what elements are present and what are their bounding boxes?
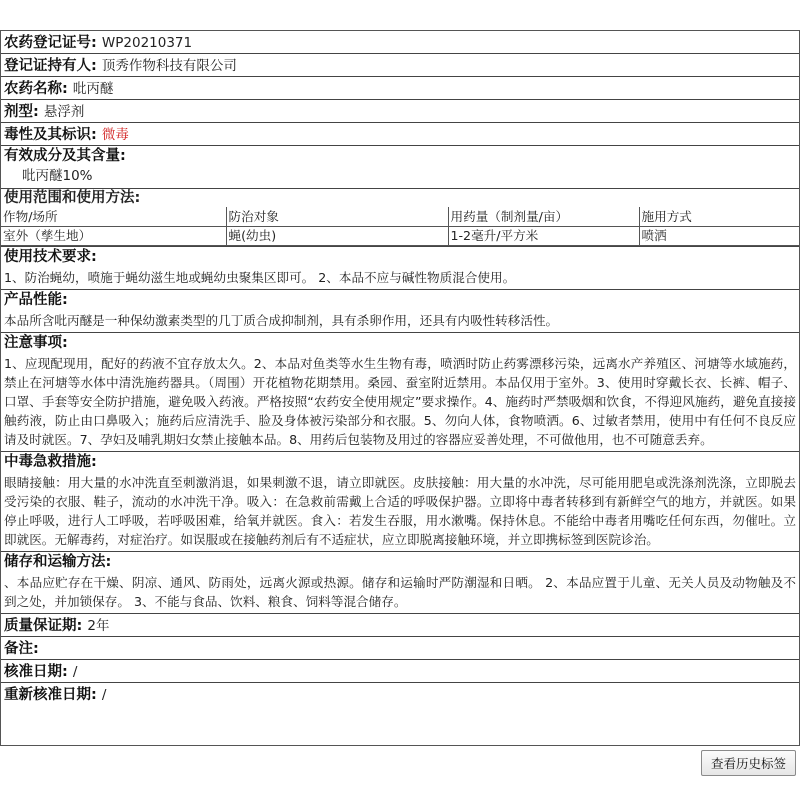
registration-label: 农药登记证号: [4,35,97,51]
shelf-life-value: 2年 [87,617,110,634]
ingredient-label: 有效成分及其含量: [4,148,126,164]
reapproval-date-label: 重新核准日期: [4,686,97,703]
pesticide-name-label: 农药名称: [4,81,68,97]
usage-cell-crop: 室外（孳生地） [1,226,226,245]
technical-text: 1、防治蝇幼，喷施于蝇幼滋生地或蝇幼虫聚集区即可。 2、本品不应与碱性物质混合使用。 [4,269,516,285]
pesticide-name-value: 吡丙醚 [72,81,114,97]
holder-row [1,54,799,77]
holder-value: 顶秀作物科技有限公司 [101,58,237,74]
formulation-value: 悬浮剂 [43,104,85,120]
ingredient-section [1,146,799,189]
ingredient-value: 吡丙醚10% [22,168,93,184]
performance-section [1,290,799,333]
usage-header-cell: 作物/场所 [1,207,226,226]
storage-text: 、本品应贮存在干燥、阴凉、通风、防雨处，远离火源或热源。储存和运输时严防潮湿和日晒。 2、本品应置于儿童、无关人员及动物触及不到之处，并加锁保存。 3、不能与食品、饮料、粮食、饲料等混合储存。 [4,574,796,609]
reapproval-date-row [1,683,799,706]
formulation-label: 剂型: [4,104,39,120]
usage-header-cell: 防治对象 [226,207,448,226]
reapproval-date-value: / [101,686,107,703]
toxicity-value: 微毒 [101,127,129,143]
storage-label: 储存和运输方法: [4,553,112,570]
usage-header-cell: 施用方式 [639,207,799,226]
remarks-label: 备注: [4,640,39,657]
first-aid-label: 中毒急救措施: [4,453,97,470]
usage-cell-dosage: 1-2毫升/平方米 [448,226,639,245]
performance-text: 本品所含吡丙醚是一种保幼激素类型的几丁质合成抑制剂，具有杀卵作用，还具有内吸性转移活性。 [4,312,559,328]
first-aid-section [1,452,799,552]
shelf-life-label: 质量保证期: [4,617,83,634]
view-history-labels-button[interactable]: 查看历史标签 [701,750,796,776]
usage-table-header [1,207,799,226]
technical-section [1,247,799,290]
toxicity-row [1,123,799,146]
registration-value: WP20210371 [101,35,193,51]
approval-date-value: / [72,663,78,680]
storage-section [1,552,799,614]
performance-label: 产品性能: [4,291,68,308]
first-aid-text: 眼睛接触：用大量的水冲洗直至刺激消退，如果刺激不退，请立即就医。皮肤接触：用大量的水冲洗，尽可能用肥皂或洗涤剂洗涤，立即脱去受污染的衣服、鞋子，流动的水冲洗干净。吸入：在急救前需戴上合适的呼吸保护器。立即将中毒者转移到有新鲜空气的地方，并就医。如果停止呼吸，进行人工呼吸，若呼吸困难，给氧并就医。食入：若发生吞服，用水漱嘴。保持休息。不能给中毒者用嘴吃任何东西，勿催吐。立即就医。无解毒药，对症治疗。如误服或在接触药剂后有不适症状，应立即脱离接触环境，并立即携标签到医院诊治。 [4,474,796,547]
usage-section [1,189,799,247]
precautions-label: 注意事项: [4,334,68,351]
pesticide-label-panel [0,30,800,746]
precautions-text: 1、应现配现用，配好的药液不宜存放太久。2、本品对鱼类等水生生物有毒，喷洒时防止药雾漂移污染，远离水产养殖区、河塘等水域施药，禁止在河塘等水体中清洗施药器具。（周围）开花植物花期禁用。桑园、蚕室附近禁用。本品仅用于室外。3、使用时穿戴长衣、长裤、帽子、口罩、手套等安全防护措施，避免吸入药液。严格按照“农药安全使用规定”要求操作。4、施药时严禁吸烟和饮食，不得迎风施药，避免直接接触药液，防止由口鼻吸入；施药后应清洗手、脸及身体被污染部分和衣服。5、勿向人体，食物喷洒。6、过敏者禁用，使用中有任何不良反应请及时就医。7、孕妇及哺乳期妇女禁止接触本品。8、用药后包装物及用过的容器应妥善处理，不可做他用，也不可随意丢弃。 [4,355,796,447]
pesticide-name-row [1,77,799,100]
registration-row [1,31,799,54]
toxicity-label: 毒性及其标识: [4,127,97,143]
shelf-life-row [1,614,799,637]
approval-date-label: 核准日期: [4,663,68,680]
approval-date-row [1,660,799,683]
usage-cell-method: 喷洒 [639,226,799,245]
usage-cell-target: 蝇(幼虫) [226,226,448,245]
usage-header-cell: 用药量（制剂量/亩） [448,207,639,226]
table-row [1,226,799,245]
usage-label: 使用范围和使用方法: [4,190,141,206]
remarks-row [1,637,799,660]
holder-label: 登记证持有人: [4,58,97,74]
formulation-row [1,100,799,123]
usage-table [1,207,799,246]
precautions-section [1,333,799,452]
technical-label: 使用技术要求: [4,248,97,265]
